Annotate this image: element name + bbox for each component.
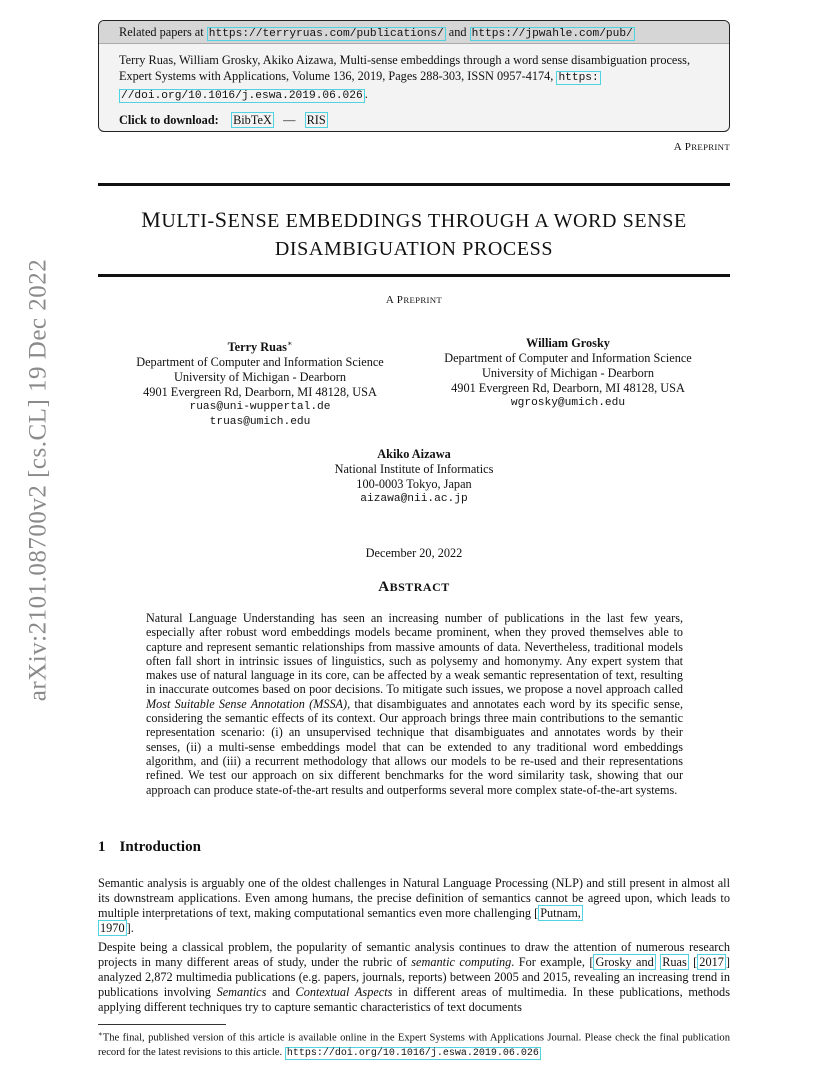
- author-university: University of Michigan - Dearborn: [173, 370, 347, 385]
- footnote-mark: ∗: [98, 1030, 103, 1038]
- header-preprint-label: A PREPRINT: [673, 141, 730, 153]
- para2-text-2: . For example, [: [511, 955, 594, 969]
- citation-end: .: [364, 87, 368, 101]
- author-block-aizawa: [264, 447, 564, 507]
- download-separator: —: [283, 113, 296, 127]
- subtitle-preprint-label: A PREPRINT: [385, 294, 443, 306]
- author-email[interactable]: ruas@uni-wuppertal.de: [189, 401, 331, 414]
- para2-italic-1: semantic computing: [411, 955, 512, 969]
- publications-link-2[interactable]: https://jpwahle.com/pub/: [471, 28, 633, 40]
- arxiv-id-text: arXiv:2101.08700v2 [cs.CL] 19 Dec 2022: [24, 258, 52, 702]
- author-block-grosky: [418, 336, 718, 411]
- para2-text-3: ] analyzed 2,872 multimedia publications (e.g. papers, journals, reports) between 2005 and 2015, revealing an increasing trend in publications involving: [98, 955, 730, 999]
- arxiv-side-stamp: [0, 0, 72, 1072]
- citation-link-grosky[interactable]: Grosky and: [595, 955, 654, 969]
- intro-paragraph-1: [98, 876, 730, 936]
- publications-link-1[interactable]: https://terryruas.com/publications/: [208, 28, 444, 40]
- section-heading-introduction: [98, 840, 215, 855]
- para1-end: ].: [126, 921, 134, 935]
- paper-date: December 20, 2022: [365, 546, 463, 560]
- author-institute: National Institute of Informatics: [334, 462, 494, 476]
- intro-paragraph-2: Despite being a classical problem, the popularity of semantic analysis continues to draw the attention of numerous research projects in many different areas of study, under the rubric of semantic computing. For example, [ Grosky and Ruas [ 2017 ] analyzed 2,872 multimedia publications (e.g. papers, journals, reports) between 2005 and 2015, revealing an increasing trend in publications involving Semantics and Contextual Aspects in different areas of multimedia. In these publications, methods applying different techniques try to capture semantic characteristics of text documents: [98, 940, 730, 1014]
- author-address: 4901 Evergreen Rd, Dearborn, MI 48128, USA: [451, 381, 685, 395]
- download-row: [119, 112, 709, 128]
- footnote-rule: [98, 1024, 226, 1025]
- title-cap-m: M: [141, 207, 162, 232]
- author-email-2[interactable]: truas@umich.edu: [209, 416, 311, 429]
- footnote-text: The final, published version of this article is available online in the Expert Systems with Applications Journal. Please check the final publication record for the latest revisions to this article.: [98, 1032, 730, 1058]
- abstract-body: [146, 611, 683, 797]
- related-and: and: [445, 25, 470, 39]
- download-label: Click to download:: [119, 113, 219, 127]
- author-university: University of Michigan - Dearborn: [481, 366, 655, 380]
- author-address: 100-0003 Tokyo, Japan: [356, 477, 472, 491]
- section-number: 1: [98, 839, 106, 855]
- abstract-text-2: , that disambiguates and annotates each word by its specific sense, considering the semantic effects of its context. Our approach brings three main contributions to the semantic representation scenario: (i) an unsupervised technique that disambiguates and annotates words by their senses, (ii) a multi-sense embeddings model that can be extended to any traditional word embeddings algorithm, and (iii) a recurrent methodology that allows our models to be re-used and their representations refined. We test our approach on six different benchmarks for the word similarity task, showing that our approach can produce state-of-the-art results and outperforms several more complex state-of-the-art systems.: [146, 696, 683, 797]
- title-rule-bottom: [98, 274, 730, 277]
- citation-link-putnam[interactable]: Putnam,: [540, 906, 581, 920]
- author-address: 4901 Evergreen Rd, Dearborn, MI 48128, USA: [143, 385, 377, 400]
- title-rule-top: [98, 183, 730, 186]
- para2-text-1: Despite being a classical problem, the popularity of semantic analysis continues to draw the attention of numerous research projects in many different areas of study, under the rubric of: [98, 940, 730, 969]
- citation-link-year[interactable]: 2017: [699, 955, 724, 969]
- author-dept: Department of Computer and Information Science: [444, 351, 692, 365]
- para1-text: Semantic analysis is arguably one of the oldest challenges in Natural Language Processing (NLP) and still present in almost all its downstream applications. Even among humans, the precise definition of semantics cannot be agreed upon, which leads to multiple interpretations of text, making computational semantics even more challenging [: [98, 876, 730, 920]
- title-ulti: ULTI: [161, 210, 208, 232]
- author-footnote-mark: ∗: [286, 339, 293, 348]
- author-block-ruas: [110, 336, 410, 430]
- ris-link[interactable]: RIS: [306, 113, 326, 127]
- related-prefix: Related papers at: [119, 25, 207, 39]
- author-name: [110, 336, 410, 355]
- citation-link-putnam-year[interactable]: 1970: [100, 921, 125, 935]
- related-papers-box: [98, 20, 730, 132]
- related-papers-header: [99, 21, 729, 44]
- title-line2: DISAMBIGUATION PROCESS: [274, 238, 554, 260]
- citation-main: Terry Ruas, William Grosky, Akiko Aizawa, Multi-sense embeddings through a word sense disambiguation process, Expert Systems with Applications, Volume 136, 2019, Pages 288-303, ISSN 0957-4174,: [119, 53, 691, 83]
- author-email[interactable]: wgrosky@umich.edu: [510, 397, 626, 409]
- para2-italic-2: Semantics: [216, 985, 267, 999]
- paper-title: [98, 206, 730, 263]
- title-line1-rest: ENSE EMBEDDINGS THROUGH A WORD SENSE: [227, 210, 687, 232]
- para2-italic-3: Contextual Aspects: [295, 985, 393, 999]
- author-email[interactable]: aizawa@nii.ac.jp: [360, 493, 468, 505]
- doi-link-part1[interactable]: https:: [558, 72, 599, 84]
- doi-link-part2[interactable]: //doi.org/10.1016/j.eswa.2019.06.026: [121, 90, 363, 102]
- para2-text-5: in different areas of multimedia. In these publications, methods applying different techniques try to capture semantic characteristics of text documents: [98, 985, 730, 1014]
- related-body: [99, 44, 729, 128]
- author-name: William Grosky: [526, 336, 610, 350]
- abstract-text-1: Natural Language Understanding has seen an increasing number of publications in the last few years, especially after robust word embeddings models became prominent, when they proved themselves able to capture and represent semantic relationships from massive amounts of data. Nevertheless, traditional models often fall short in intrinsic issues of linguistics, such as polysemy and homonymy. Any expert system that makes use of natural language in its core, can be affected by a weak semantic representation of text, resulting in inaccurate outcomes based on poor decisions. To mitigate such issues, we propose a novel approach called: [146, 611, 683, 697]
- abstract-heading: ABSTRACT: [378, 579, 450, 595]
- author-name-text: Terry Ruas: [227, 340, 287, 355]
- title-dash: -: [207, 210, 215, 232]
- footnote: [98, 1027, 730, 1061]
- footnote-doi-link[interactable]: https://doi.org/10.1016/j.eswa.2019.06.026: [286, 1047, 539, 1059]
- author-dept: Department of Computer and Information Science: [136, 355, 384, 370]
- title-cap-s: S: [214, 207, 228, 232]
- citation-link-ruas[interactable]: Ruas: [662, 955, 687, 969]
- bibtex-link[interactable]: BibTeX: [233, 113, 272, 127]
- citation-text: [119, 52, 709, 104]
- author-name: Akiko Aizawa: [377, 447, 451, 461]
- section-title: Introduction: [119, 839, 201, 855]
- abstract-method-name: Most Suitable Sense Annotation (MSSA): [146, 696, 348, 711]
- para2-text-4: and: [266, 985, 296, 999]
